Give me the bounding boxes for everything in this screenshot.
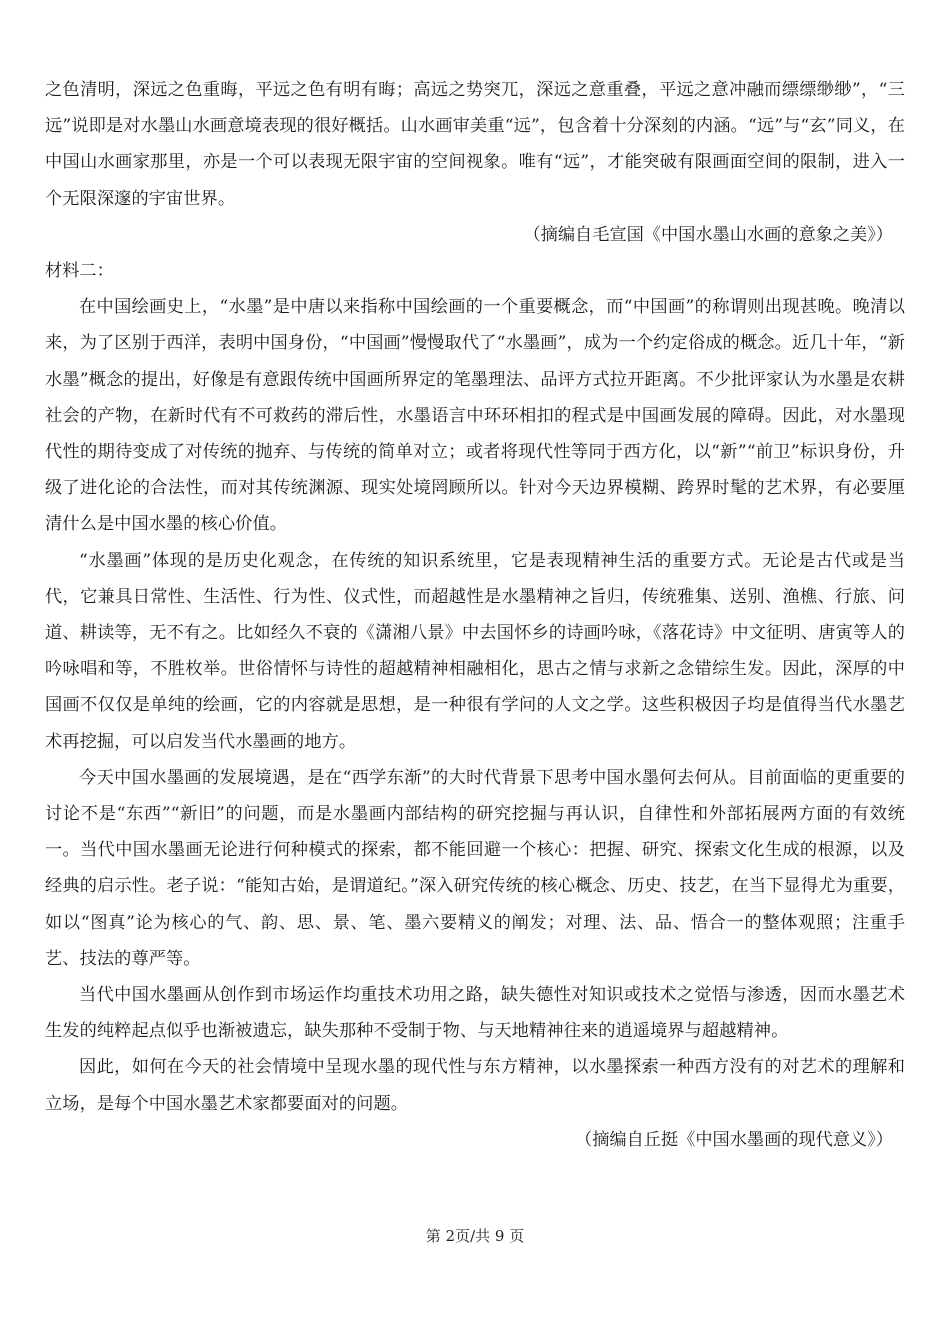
material-two-paragraph-5: 因此，如何在今天的社会情境中呈现水墨的现代性与东方精神，以水墨探索一种西方没有的对艺术的理解和立场，是每个中国水墨艺术家都要面对的问题。 [45, 1057, 905, 1114]
material-two-paragraph-3: 今天中国水墨画的发展境遇，是在“西学东渐”的大时代背景下思考中国水墨何去何从。目前面临的更重要的讨论不是“东西”“新旧”的问题，而是水墨画内部结构的研究挖掘与再认识，自律性和外部拓展两方面的有效统一。当代中国水墨画无论进行何种模式的探索，都不能回避一个核心：把握、研究、探索文化生成的根源，以及经典的启示性。老子说：“能知古始，是谓道纪。”深入研究传统的核心概念、历史、技艺，在当下显得尤为重要，如以“图真”论为核心的气、韵、思、景、笔、墨六要精义的阐发；对理、法、品、悟合一的整体观照；注重手艺、技法的尊严等。 [45, 767, 905, 969]
material-two-source: （摘编自丘挺《中国水墨画的现代意义》） [575, 1129, 893, 1150]
material-one-continuation: 之色清明，深远之色重晦，平远之色有明有晦；高远之势突兀，深远之意重叠，平远之意冲融而缥缥缈缈”，“三远”说即是对水墨山水画意境表现的很好概括。山水画审美重“远”，包含着十分深刻的内涵。“远”与“玄”同义，在中国山水画家那里，亦是一个可以表现无限宇宙的空间视象。唯有“远”，才能突破有限画面空间的限制，进入一个无限深邃的宇宙世界。 [45, 80, 905, 209]
material-two-paragraph-4: 当代中国水墨画从创作到市场运作均重技术功用之路，缺失德性对知识或技术之觉悟与渗透，因而水墨艺术生发的纯粹起点似乎也渐被遗忘，缺失那种不受制于物、与天地精神往来的逍遥境界与超越精神。 [45, 985, 905, 1042]
material-two-paragraph-1: 在中国绘画史上，“水墨”是中唐以来指称中国绘画的一个重要概念，而“中国画”的称谓则出现甚晚。晚清以来，为了区别于西洋，表明中国身份，“中国画”慢慢取代了“水墨画”，成为一个约定俗成的概念。近几十年，“新水墨”概念的提出，好像是有意跟传统中国画所界定的笔墨理法、品评方式拉开距离。不少批评家认为水墨是农耕社会的产物，在新时代有不可救药的滞后性，水墨语言中环环相扣的程式是中国画发展的障碍。因此，对水墨现代性的期待变成了对传统的抛弃、与传统的简单对立；或者将现代性等同于西方化，以“新”“前卫”标识身份，升级了进化论的合法性，而对其传统渊源、现实处境罔顾所以。针对今天边界模糊、跨界时髦的艺术界，有必要厘清什么是中国水墨的核心价值。 [45, 297, 905, 535]
page-number-footer: 第 2页/共 9 页 [425, 1227, 525, 1245]
material-two-paragraph-2: “水墨画”体现的是历史化观念，在传统的知识系统里，它是表现精神生活的重要方式。无论是古代或是当代，它兼具日常性、生活性、行为性、仪式性，而超越性是水墨精神之旨归，传统雅集、送别、渔樵、行旅、问道、耕读等，无不有之。比如经久不衰的《潇湘八景》中去国怀乡的诗画吟咏，《落花诗》中文征明、唐寅等人的吟咏唱和等，不胜枚举。世俗情怀与诗性的超越精神相融相化，思古之情与求新之念错综生发。因此，深厚的中国画不仅仅是单纯的绘画，它的内容就是思想，是一种很有学问的人文之学。这些积极因子均是值得当代水墨艺术再挖掘，可以启发当代水墨画的地方。 [45, 550, 905, 752]
material-one-source: （摘编自毛宣国《中国水墨山水画的意象之美》） [523, 224, 893, 245]
document-page [45, 72, 905, 1158]
material-two-heading: 材料二： [45, 261, 114, 282]
